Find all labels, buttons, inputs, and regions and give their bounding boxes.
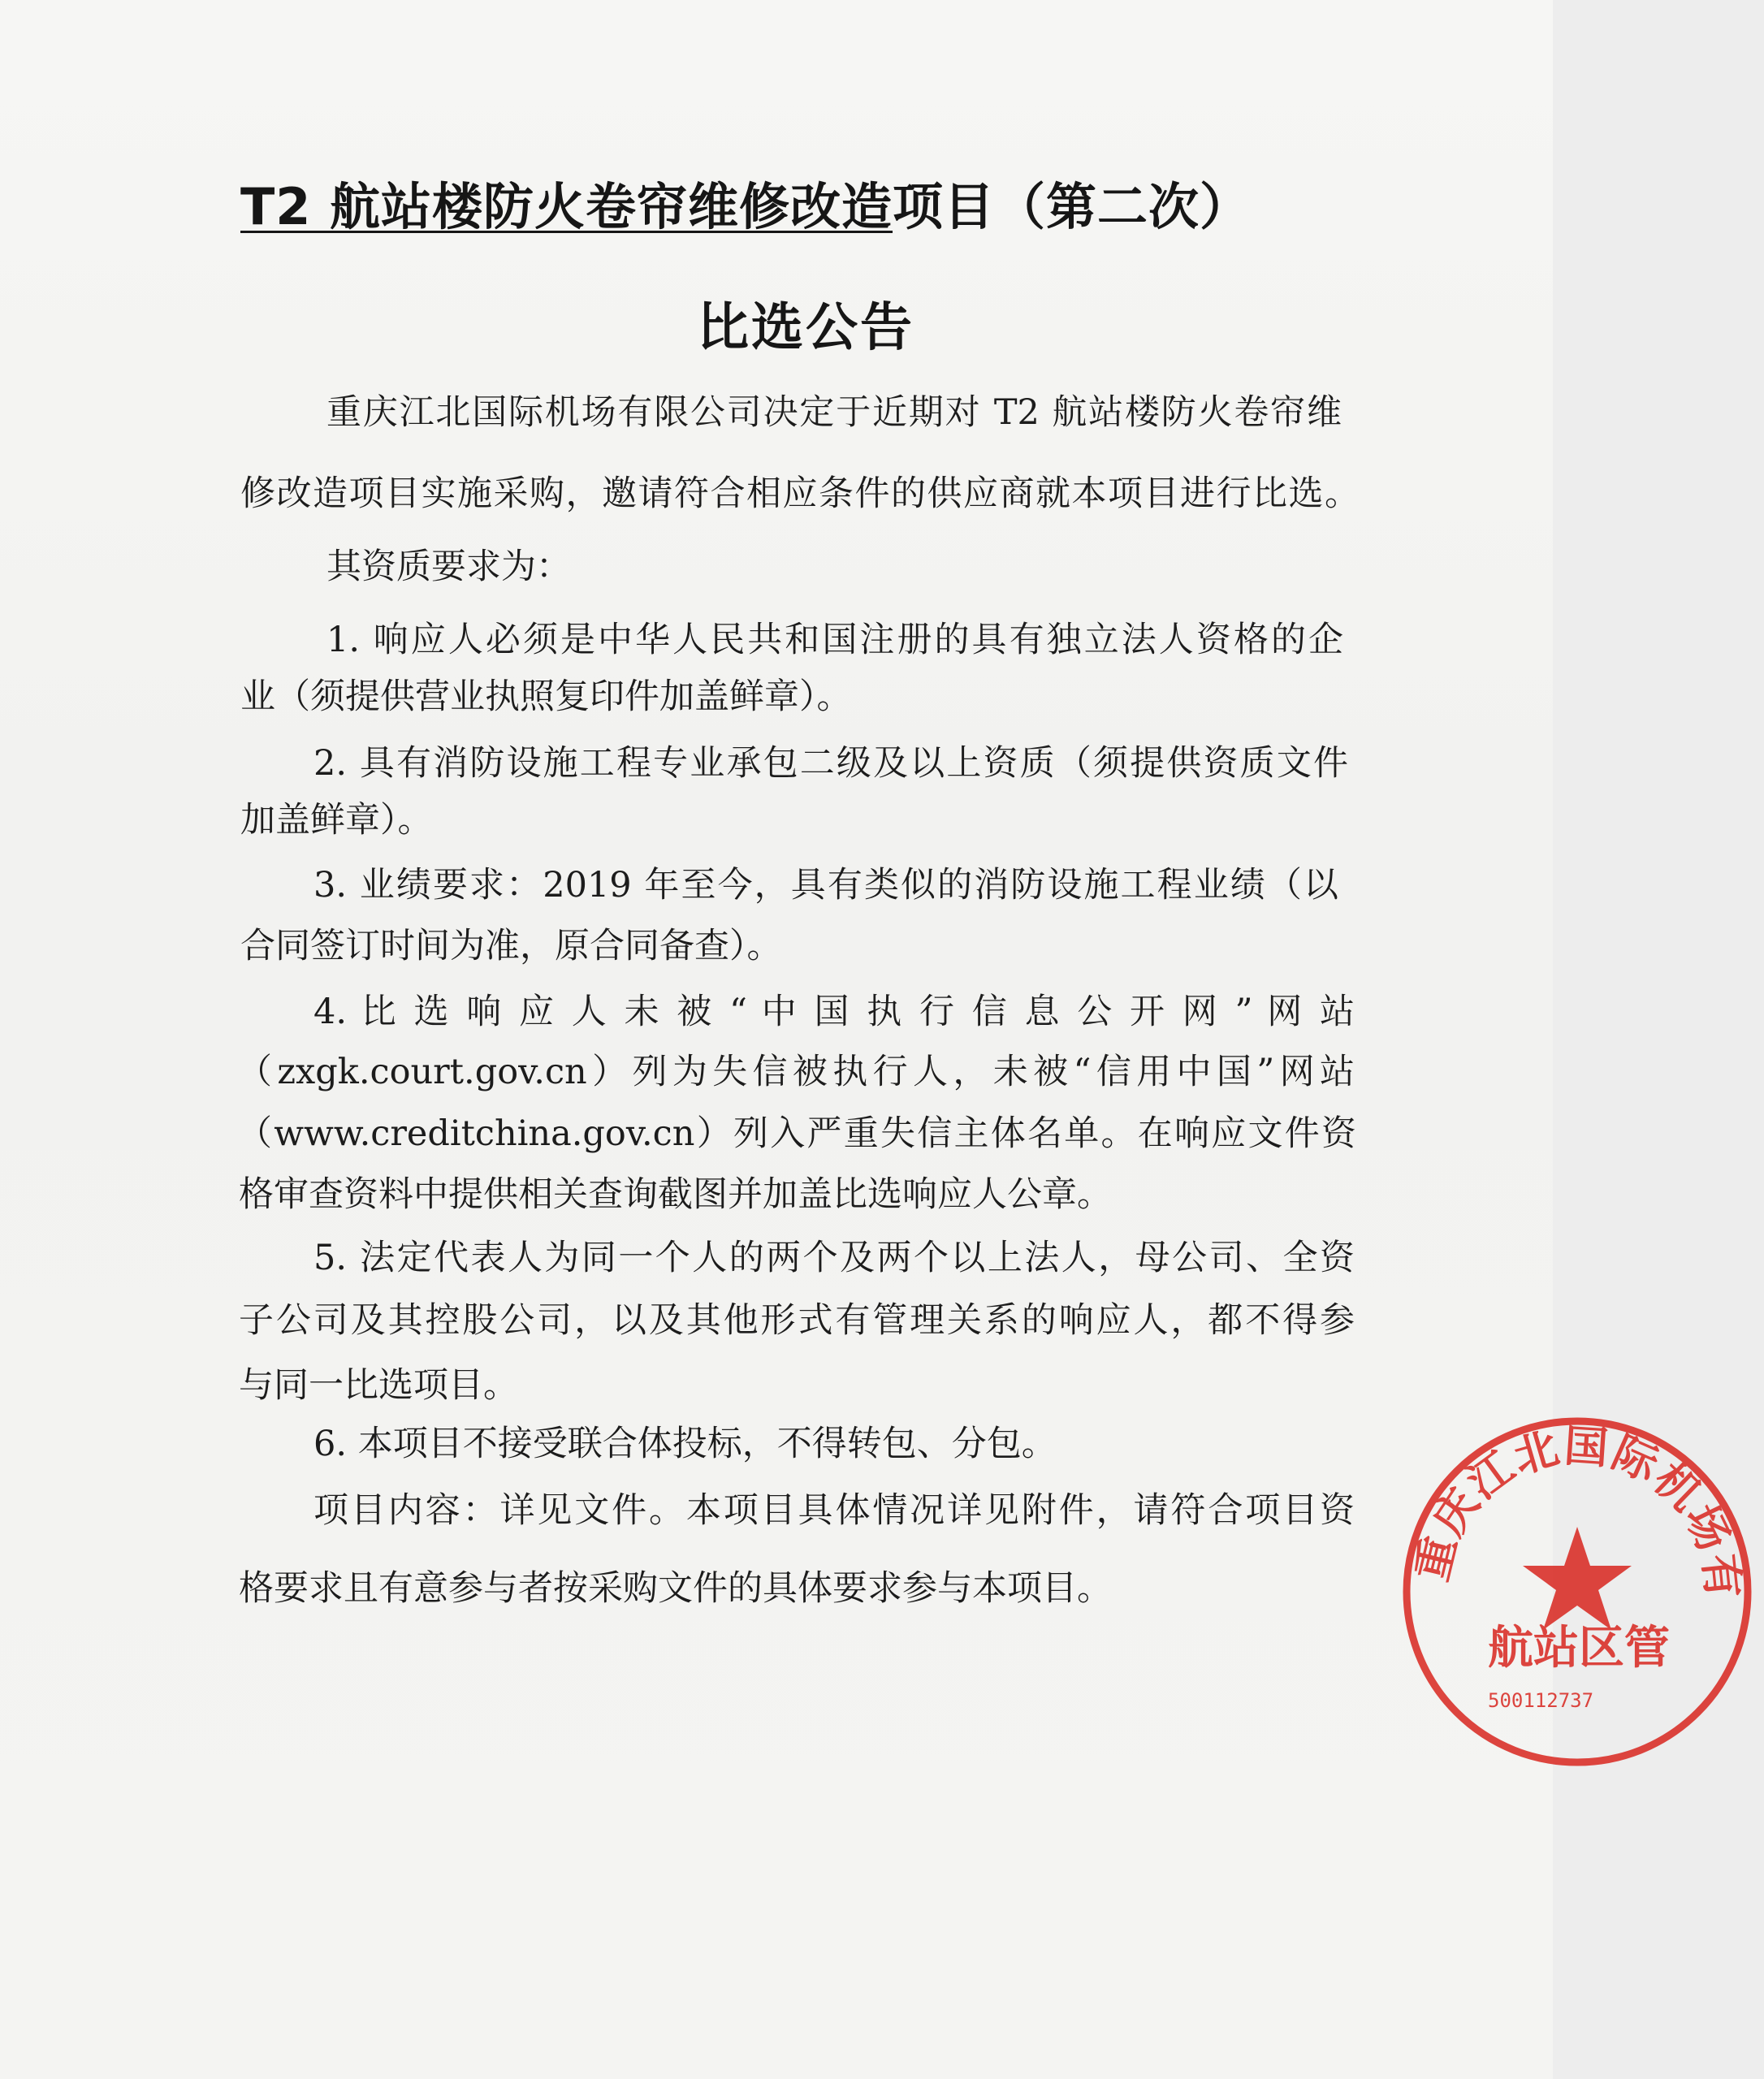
- intro-line-2: 修改造项目实施采购，邀请符合相应条件的供应商就本项目进行比选。: [240, 473, 1360, 514]
- seal-serial-number: 500112737: [1488, 1689, 1594, 1712]
- requirement-4-line-d: 格审查资料中提供相关查询截图并加盖比选响应人公章。: [239, 1174, 1112, 1215]
- seal-department-text: 航站区管: [1488, 1622, 1670, 1675]
- requirement-4-line-c: （www.creditchina.gov.cn）列入严重失信主体名单。在响应文件资: [237, 1113, 1356, 1154]
- requirement-4-line-a: 4. 比 选 响 应 人 未 被 “ 中 国 执 行 信 息 公 开 网 ” 网 站: [313, 992, 1355, 1032]
- requirement-3-line-b: 合同签订时间为准，原合同备查）。: [240, 926, 782, 966]
- requirement-4-line-b: （zxgk.court.gov.cn）列为失信被执行人，未被“信用中国”网站: [237, 1052, 1355, 1092]
- project-content-line-b: 格要求且有意参与者按采购文件的具体要求参与本项目。: [239, 1568, 1112, 1609]
- intro-line-1: 重庆江北国际机场有限公司决定于近期对 T2 航站楼防火卷帘维: [326, 392, 1342, 433]
- requirement-2-line-b: 加盖鲜章）。: [240, 800, 433, 841]
- document-title-line2: 比选公告: [697, 298, 914, 358]
- requirement-1-line-b: 业（须提供营业执照复印件加盖鲜章）。: [240, 676, 852, 717]
- qualification-heading: 其资质要求为：: [326, 547, 571, 587]
- requirement-5-line-a: 5. 法定代表人为同一个人的两个及两个以上法人，母公司、全资: [313, 1238, 1355, 1278]
- requirement-1-line-a: 1. 响应人必须是中华人民共和国注册的具有独立法人资格的企: [326, 620, 1343, 660]
- requirement-5-line-b: 子公司及其控股公司，以及其他形式有管理关系的响应人，都不得参: [239, 1300, 1355, 1341]
- requirement-2-line-a: 2. 具有消防设施工程专业承包二级及以上资质（须提供资质文件: [313, 743, 1348, 784]
- requirement-3-line-a: 3. 业绩要求：2019 年至今，具有类似的消防设施工程业绩（以: [313, 865, 1338, 906]
- seal-arc-textpath: 重庆江北国际机场有: [1406, 1420, 1749, 1602]
- project-content-line-a: 项目内容：详见文件。本项目具体情况详见附件，请符合项目资: [313, 1490, 1355, 1531]
- document-title-line1: [240, 166, 1251, 239]
- title-underlined-part: T2 航站楼防火卷帘维修改造: [240, 177, 893, 236]
- requirement-5-line-c: 与同一比选项目。: [239, 1365, 518, 1406]
- title-rest-part: 项目（第二次）: [893, 177, 1252, 236]
- company-seal: [1390, 1405, 1764, 1779]
- seal-star-icon: [1523, 1527, 1632, 1630]
- requirement-6: 6. 本项目不接受联合体投标，不得转包、分包。: [313, 1424, 1057, 1464]
